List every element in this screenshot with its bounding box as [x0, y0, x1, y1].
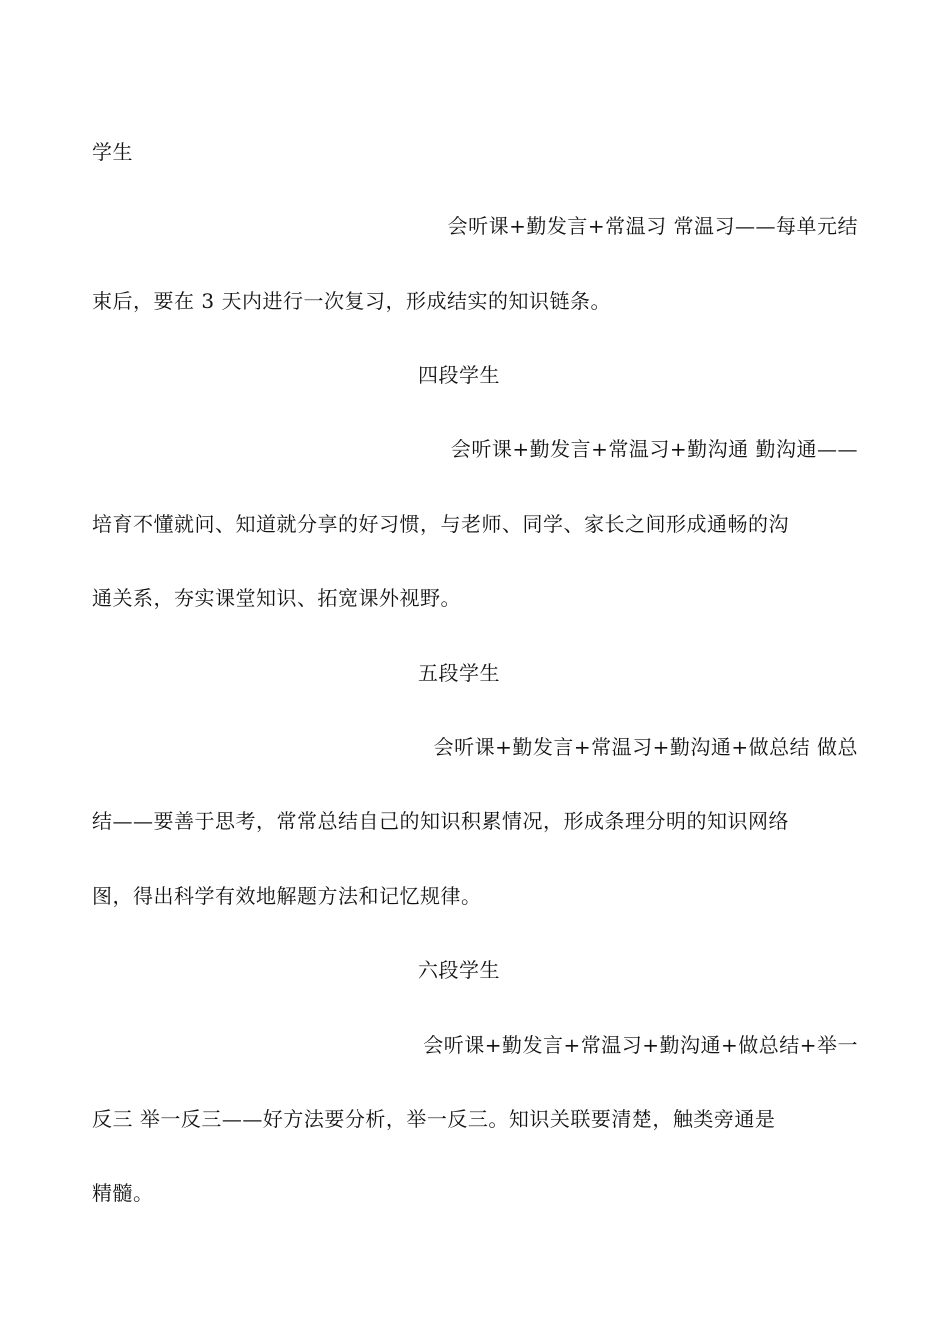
text-line-student: 学生: [92, 140, 133, 164]
text-line-four-level-habits: 会听课+勤发言+常温习+勤沟通 勤沟通——: [450, 437, 858, 461]
text-line-summary-detail-2: 图，得出科学有效地解题方法和记忆规律。: [92, 884, 482, 908]
text-line-summary-detail-1: 结——要善于思考，常常总结自己的知识积累情况，形成条理分明的知识网络: [92, 809, 789, 833]
heading-fourth-level-student: 四段学生: [418, 363, 500, 387]
text-line-communication-detail-2: 通关系，夯实课堂知识、拓宽课外视野。: [92, 586, 461, 610]
text-line-communication-detail-1: 培育不懂就问、知道就分享的好习惯，与老师、同学、家长之间形成通畅的沟: [92, 512, 789, 536]
text-line-analogy-detail-2: 精髓。: [92, 1181, 154, 1205]
heading-sixth-level-student: 六段学生: [418, 958, 500, 982]
text-line-analogy-detail-1: 反三 举一反三——好方法要分析，举一反三。知识关联要清楚，触类旁通是: [92, 1107, 776, 1131]
text-line-review-detail: 束后，要在 3 天内进行一次复习，形成结实的知识链条。: [92, 289, 611, 313]
text-line-six-level-habits: 会听课+勤发言+常温习+勤沟通+做总结+举一: [423, 1033, 858, 1057]
text-line-three-level-habits: 会听课+勤发言+常温习 常温习——每单元结: [447, 214, 858, 238]
heading-fifth-level-student: 五段学生: [418, 661, 500, 685]
text-line-five-level-habits: 会听课+勤发言+常温习+勤沟通+做总结 做总: [433, 735, 858, 759]
